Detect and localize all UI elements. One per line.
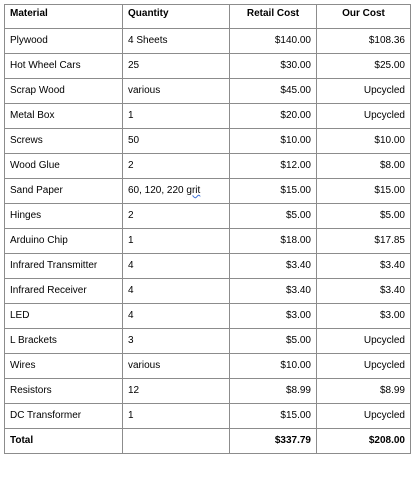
cell-material: Hinges xyxy=(5,204,123,229)
cell-material: Resistors xyxy=(5,379,123,404)
cell-material: Hot Wheel Cars xyxy=(5,54,123,79)
cell-retail-cost: $5.00 xyxy=(230,329,317,354)
cell-our-cost: Upcycled xyxy=(317,79,411,104)
cell-material: Sand Paper xyxy=(5,179,123,204)
cell-material: Plywood xyxy=(5,29,123,54)
cell-quantity: 3 xyxy=(123,329,230,354)
table-row xyxy=(5,129,411,154)
cell-our-cost: Upcycled xyxy=(317,329,411,354)
cell-quantity: 4 xyxy=(123,254,230,279)
cell-quantity: 1 xyxy=(123,229,230,254)
cell-quantity: 4 xyxy=(123,304,230,329)
table-row xyxy=(5,179,411,204)
cell-retail-cost: $140.00 xyxy=(230,29,317,54)
cell-material: Infrared Transmitter xyxy=(5,254,123,279)
cell-our-cost: Upcycled xyxy=(317,354,411,379)
cell-quantity: 2 xyxy=(123,204,230,229)
cell-quantity xyxy=(123,179,230,204)
cell-material: Wood Glue xyxy=(5,154,123,179)
cell-our-cost: $25.00 xyxy=(317,54,411,79)
table-row xyxy=(5,104,411,129)
cell-retail-cost: $5.00 xyxy=(230,204,317,229)
table-row xyxy=(5,279,411,304)
cell-material: Wires xyxy=(5,354,123,379)
spellcheck-word: grit xyxy=(186,185,201,196)
cell-material: Scrap Wood xyxy=(5,79,123,104)
total-our-cost: $208.00 xyxy=(317,429,411,454)
cell-our-cost: $5.00 xyxy=(317,204,411,229)
header-retail-cost: Retail Cost xyxy=(230,5,317,29)
cell-retail-cost: $3.40 xyxy=(230,279,317,304)
table-row xyxy=(5,329,411,354)
cell-our-cost: $8.00 xyxy=(317,154,411,179)
cell-quantity-text: 60, 120, 220 xyxy=(128,185,187,196)
cell-quantity: 12 xyxy=(123,379,230,404)
cell-material: DC Transformer xyxy=(5,404,123,429)
total-retail-cost: $337.79 xyxy=(230,429,317,454)
cell-material: Arduino Chip xyxy=(5,229,123,254)
cell-our-cost: $108.36 xyxy=(317,29,411,54)
total-quantity xyxy=(123,429,230,454)
cell-quantity: 25 xyxy=(123,54,230,79)
cell-retail-cost: $30.00 xyxy=(230,54,317,79)
cell-quantity: 1 xyxy=(123,404,230,429)
cell-material: LED xyxy=(5,304,123,329)
cell-material: Infrared Receiver xyxy=(5,279,123,304)
cell-our-cost: $8.99 xyxy=(317,379,411,404)
header-row xyxy=(5,5,411,29)
cell-retail-cost: $3.40 xyxy=(230,254,317,279)
cell-our-cost: $10.00 xyxy=(317,129,411,154)
cell-our-cost: $3.00 xyxy=(317,304,411,329)
cell-retail-cost: $18.00 xyxy=(230,229,317,254)
cell-material: L Brackets xyxy=(5,329,123,354)
table-row xyxy=(5,79,411,104)
table-body xyxy=(5,29,411,454)
cell-retail-cost: $15.00 xyxy=(230,404,317,429)
cell-retail-cost: $3.00 xyxy=(230,304,317,329)
total-label: Total xyxy=(5,429,123,454)
cell-quantity: 4 Sheets xyxy=(123,29,230,54)
cell-retail-cost: $15.00 xyxy=(230,179,317,204)
cell-retail-cost: $8.99 xyxy=(230,379,317,404)
table-row xyxy=(5,154,411,179)
table-row xyxy=(5,379,411,404)
cell-retail-cost: $10.00 xyxy=(230,354,317,379)
header-quantity: Quantity xyxy=(123,5,230,29)
cell-our-cost: $17.85 xyxy=(317,229,411,254)
table-row xyxy=(5,404,411,429)
table-row xyxy=(5,354,411,379)
table-row xyxy=(5,204,411,229)
cell-our-cost: Upcycled xyxy=(317,104,411,129)
cell-quantity: various xyxy=(123,79,230,104)
table-row xyxy=(5,229,411,254)
cell-quantity: 50 xyxy=(123,129,230,154)
cell-our-cost: $3.40 xyxy=(317,254,411,279)
cell-our-cost: $15.00 xyxy=(317,179,411,204)
table-row xyxy=(5,29,411,54)
cell-retail-cost: $10.00 xyxy=(230,129,317,154)
cost-table-container xyxy=(4,4,410,454)
cell-retail-cost: $45.00 xyxy=(230,79,317,104)
total-row xyxy=(5,429,411,454)
table-row xyxy=(5,254,411,279)
table-row xyxy=(5,54,411,79)
cell-quantity: various xyxy=(123,354,230,379)
cell-retail-cost: $20.00 xyxy=(230,104,317,129)
materials-cost-table xyxy=(4,4,411,454)
table-row xyxy=(5,304,411,329)
cell-our-cost: Upcycled xyxy=(317,404,411,429)
cell-material: Screws xyxy=(5,129,123,154)
cell-quantity: 4 xyxy=(123,279,230,304)
cell-retail-cost: $12.00 xyxy=(230,154,317,179)
cell-quantity: 1 xyxy=(123,104,230,129)
cell-our-cost: $3.40 xyxy=(317,279,411,304)
header-our-cost: Our Cost xyxy=(317,5,411,29)
header-material: Material xyxy=(5,5,123,29)
cell-quantity: 2 xyxy=(123,154,230,179)
cell-material: Metal Box xyxy=(5,104,123,129)
